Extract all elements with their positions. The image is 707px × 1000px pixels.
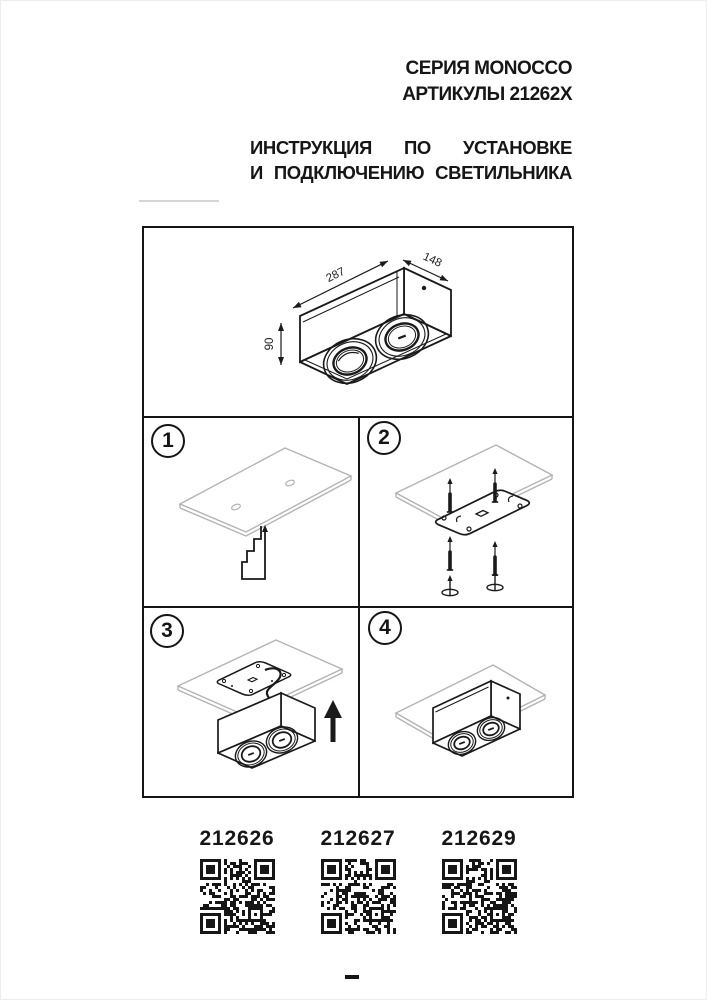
dim-label-width: 148 bbox=[421, 250, 444, 270]
step-number-2: 2 bbox=[367, 421, 401, 455]
anchor-washer bbox=[442, 575, 458, 596]
screw bbox=[447, 536, 453, 570]
screw-dot bbox=[422, 286, 426, 290]
instruction-title-line2: И ПОДКЛЮЧЕНИЮ СВЕТИЛЬНИКА bbox=[250, 162, 572, 183]
article-number: 212629 bbox=[441, 827, 517, 850]
series-title: СЕРИЯ MONOCCO bbox=[405, 58, 572, 79]
instruction-title-line1: ИНСТРУКЦИЯ ПО УСТАНОВКЕ bbox=[250, 137, 572, 158]
article-number: 212627 bbox=[320, 827, 396, 850]
power-cable bbox=[242, 525, 268, 579]
qr-code bbox=[442, 859, 517, 934]
step-number-3: 3 bbox=[150, 614, 184, 648]
scan-artifact-line bbox=[139, 200, 219, 202]
article-column bbox=[321, 828, 396, 934]
articles-row bbox=[142, 828, 574, 934]
step-number-4: 4 bbox=[368, 611, 402, 645]
footer-dash bbox=[345, 975, 359, 979]
dimension-arrow-height bbox=[264, 323, 284, 365]
article-number: 212626 bbox=[199, 827, 275, 850]
qr-code bbox=[200, 859, 275, 934]
screw bbox=[492, 541, 498, 575]
anchor-washer bbox=[487, 570, 503, 591]
dim-label-length: 287 bbox=[324, 265, 347, 285]
figure-box bbox=[142, 226, 574, 798]
product-dimension-drawing bbox=[144, 228, 572, 416]
article-column bbox=[200, 828, 275, 934]
articles-line: АРТИКУЛЫ 21262X bbox=[402, 84, 572, 105]
up-arrow-icon bbox=[324, 700, 342, 742]
article-column bbox=[442, 828, 517, 934]
dim-label-height: 90 bbox=[264, 337, 276, 351]
step-number-1: 1 bbox=[151, 424, 185, 458]
fixture-box-drawing bbox=[300, 265, 451, 391]
screw-dot bbox=[507, 697, 510, 700]
header bbox=[402, 56, 572, 108]
instruction-title bbox=[250, 135, 572, 185]
ceiling-panel bbox=[180, 448, 351, 536]
qr-code bbox=[321, 859, 396, 934]
